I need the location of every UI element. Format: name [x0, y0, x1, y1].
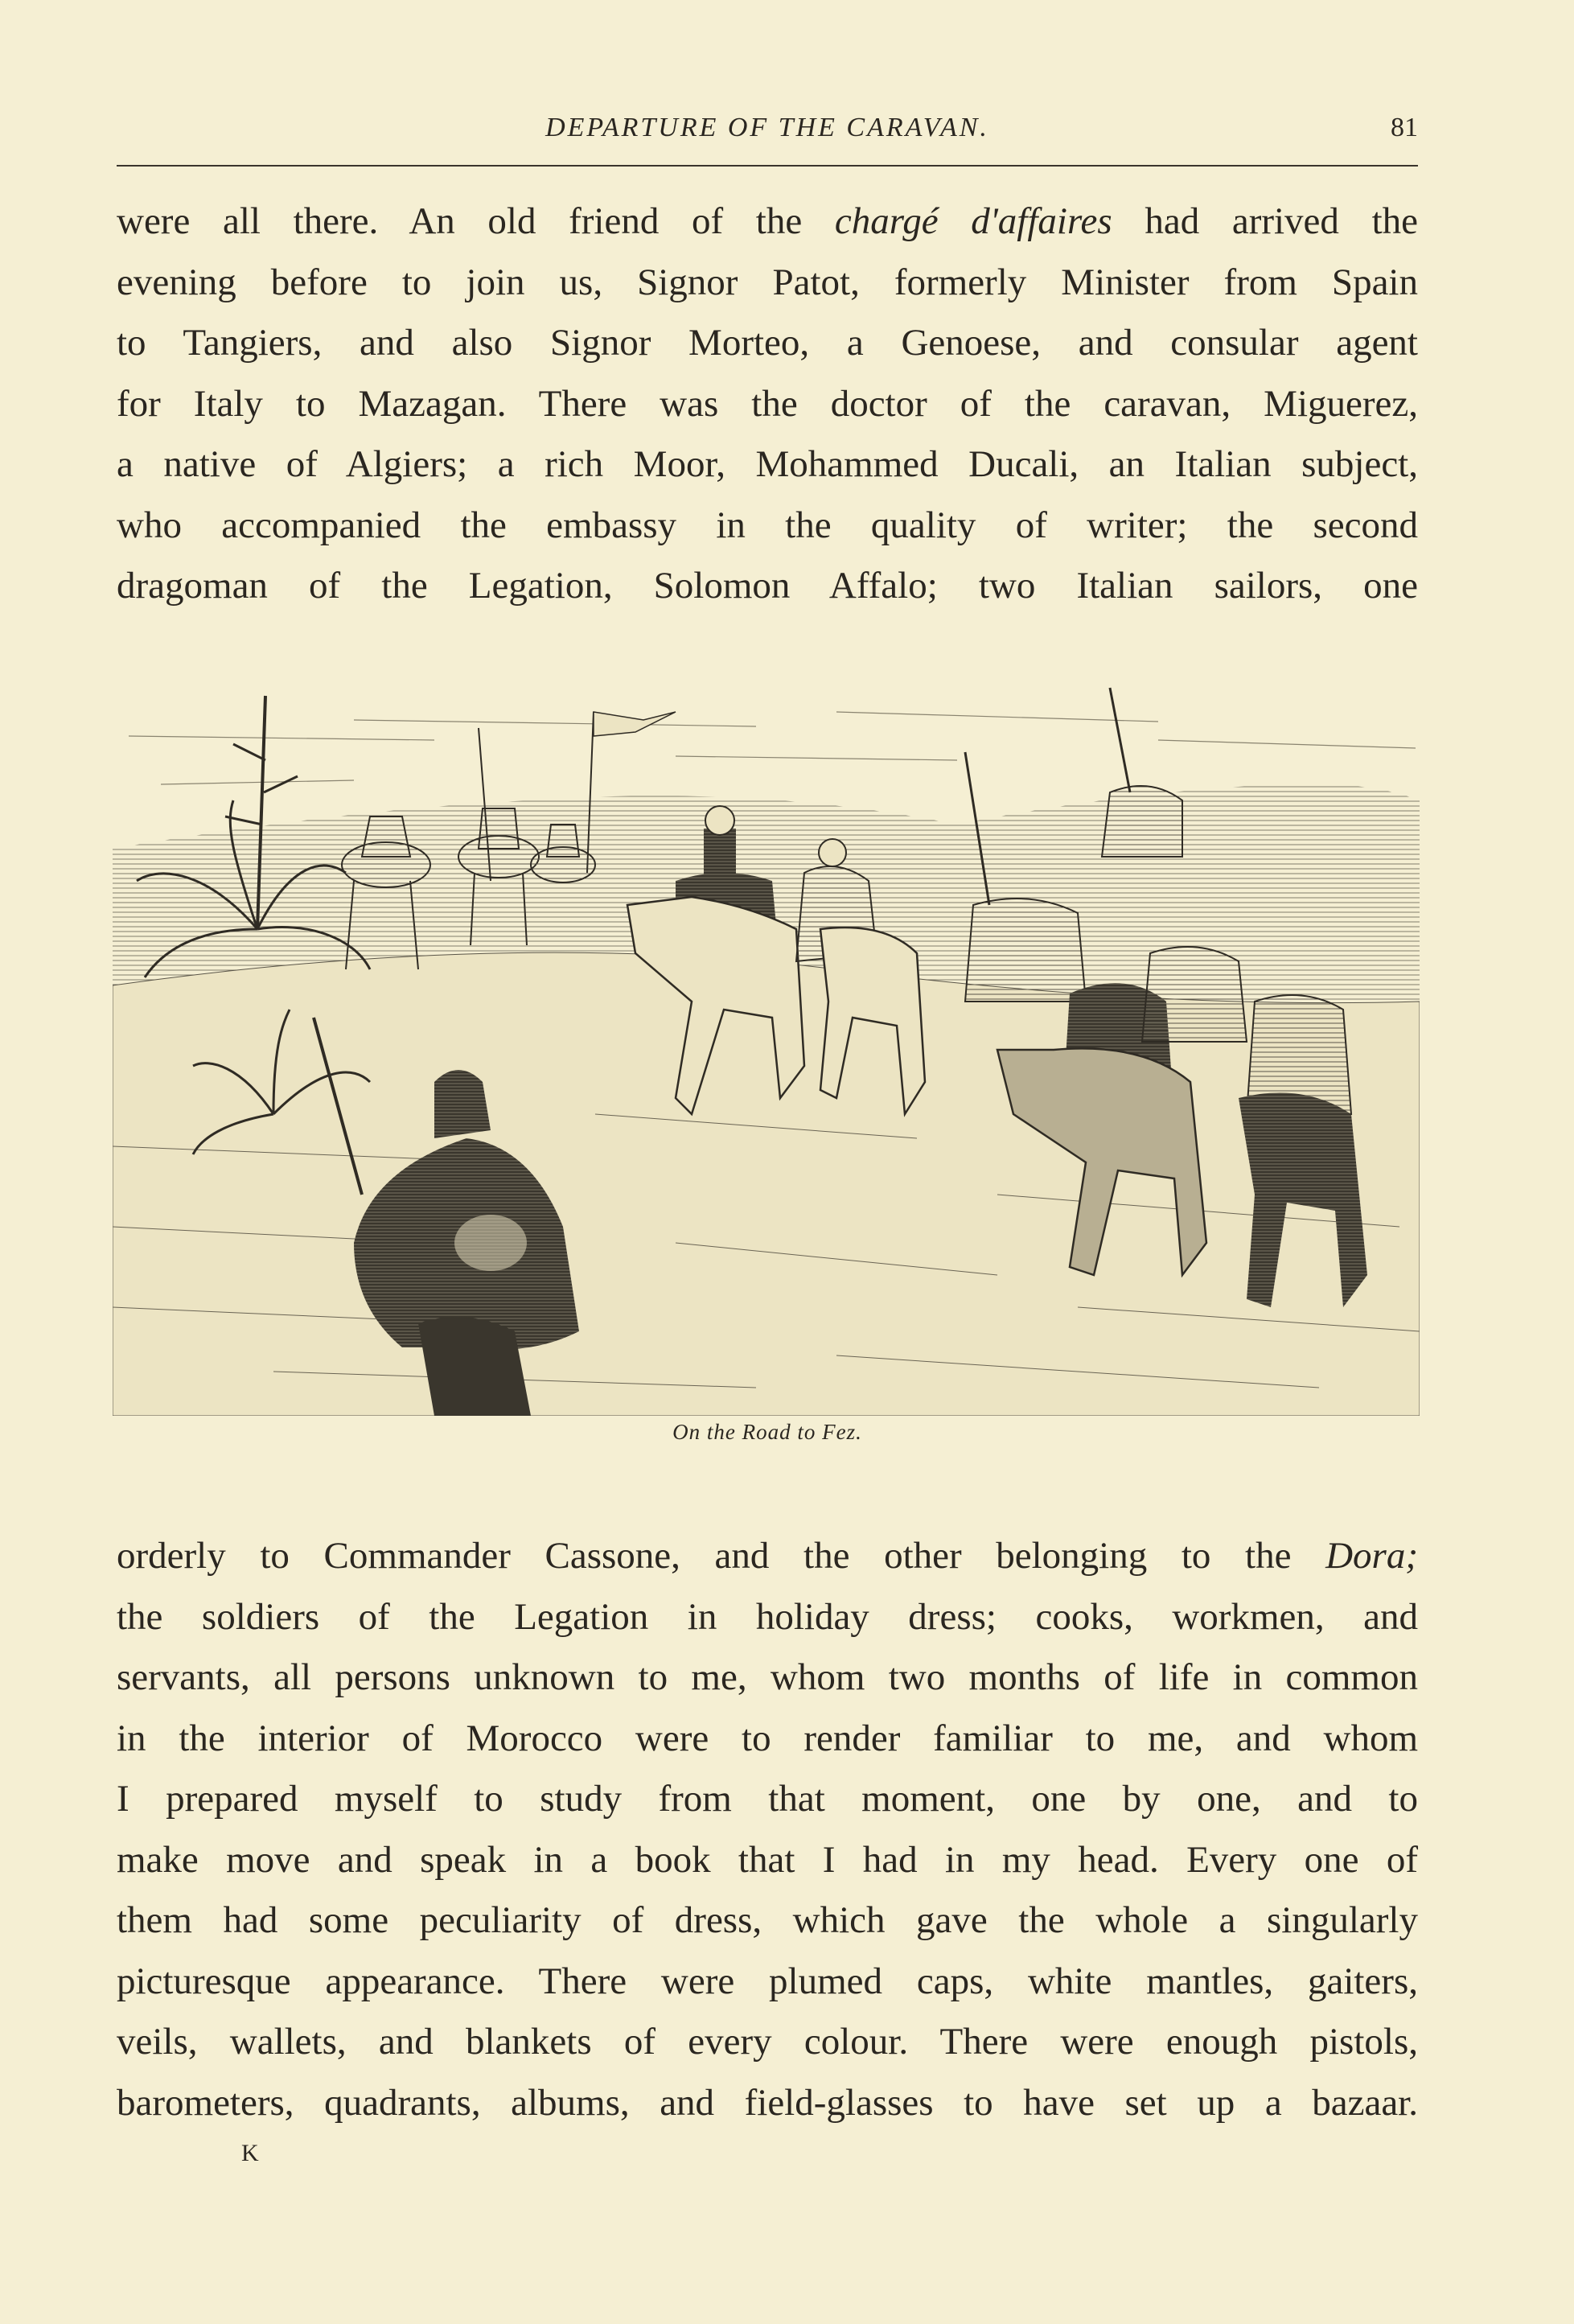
paragraph-top — [117, 191, 1418, 617]
signature-mark: K — [241, 2140, 259, 2166]
italic-term-charge-daffaires: chargé d'affaires — [834, 200, 1112, 242]
header-rule — [117, 165, 1418, 167]
text-line: veils, wallets, and blankets of every colour. There were enough pistols, — [117, 2021, 1418, 2063]
text-line: make move and speak in a book that I had in my head. Every one of — [117, 1838, 1418, 1881]
text-line: I prepared myself to study from that moment, one by one, and to — [117, 1778, 1418, 1820]
figure-caption: On the Road to Fez. — [672, 1420, 862, 1444]
sky-lines — [129, 712, 1416, 784]
page-number: 81 — [1391, 113, 1418, 142]
text-line: the soldiers of the Legation in holiday dress; cooks, workmen, and — [117, 1595, 1418, 1638]
text-line — [117, 1526, 1418, 1587]
text-line: barometers, quadrants, albums, and field-glasses to have set up a bazaar. — [117, 2081, 1418, 2124]
text-line: picturesque appearance. There were plumed caps, white mantles, gaiters, — [117, 1960, 1418, 2002]
text-line: a native of Algiers; a rich Moor, Mohammed Ducali, an Italian subject, — [117, 443, 1418, 485]
text-line: who accompanied the embassy in the quality of writer; the second — [117, 504, 1418, 546]
pennant-flag — [594, 712, 676, 736]
text-line: them had some peculiarity of dress, which gave the whole a singularly — [117, 1899, 1418, 1941]
paragraph-bottom — [117, 1526, 1418, 2133]
text-line: servants, all persons unknown to me, whom two months of life in common — [117, 1656, 1418, 1698]
text-line: in the interior of Morocco were to render familiar to me, and whom — [117, 1717, 1418, 1759]
engraving-illustration — [113, 664, 1420, 1416]
text-run: had arrived the — [1112, 200, 1418, 242]
text-line: for Italy to Mazagan. There was the doctor of the caravan, Miguerez, — [117, 382, 1418, 425]
text-line: evening before to join us, Signor Patot, formerly Minister from Spain — [117, 261, 1418, 303]
running-head — [117, 113, 1418, 161]
text-line: dragoman of the Legation, Solomon Affalo; two Italian sailors, one — [117, 565, 1418, 607]
italic-term-dora: Dora; — [1325, 1535, 1418, 1577]
text-run: orderly to Commander Cassone, and the other belonging to the — [117, 1535, 1326, 1577]
text-line — [117, 191, 1418, 253]
text-line: to Tangiers, and also Signor Morteo, a Genoese, and consular agent — [117, 322, 1418, 364]
text-run: were all there. An old friend of the — [117, 200, 835, 242]
running-head-title: DEPARTURE OF THE CARAVAN. — [545, 113, 989, 142]
